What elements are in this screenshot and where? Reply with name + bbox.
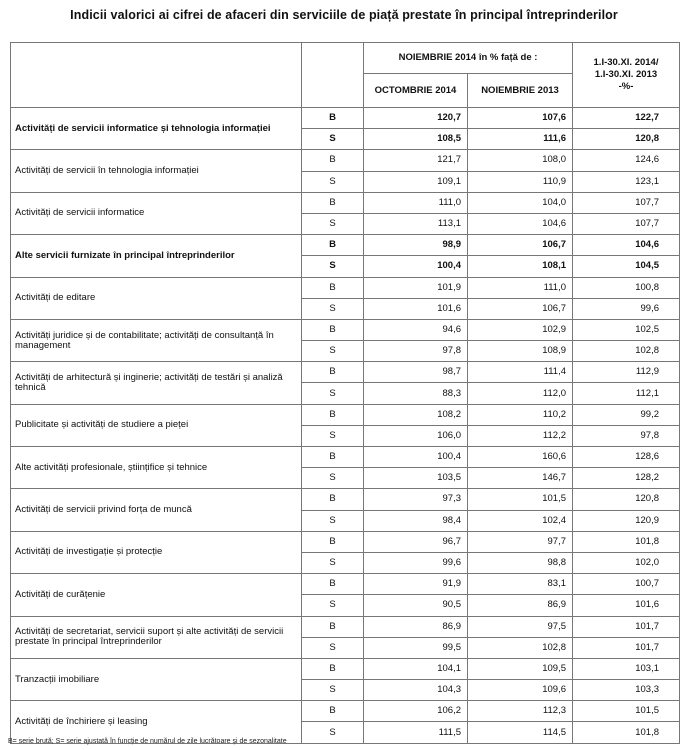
series-label: B [302,574,364,595]
value-cell: 86,9 [364,616,468,637]
value-cell: 106,0 [364,425,468,446]
value-cell: 83,1 [468,574,573,595]
header-cumulative-line2: 1.I-30.XI. 2013 [594,69,658,80]
series-label: S [302,383,364,404]
value-cell: 101,9 [364,277,468,298]
table-row [11,447,680,468]
activity-name: Activități de servicii informatice [11,192,302,234]
value-cell: 110,2 [468,404,573,425]
series-label: S [302,468,364,489]
value-cell: 91,9 [364,574,468,595]
value-cell: 107,7 [573,213,680,234]
table-row [11,277,680,298]
header-cumulative [573,43,680,108]
series-label: B [302,319,364,340]
series-label: S [302,510,364,531]
value-cell: 122,7 [573,108,680,129]
series-label: S [302,425,364,446]
value-cell: 121,7 [364,150,468,171]
value-cell: 107,6 [468,108,573,129]
table-row [11,319,680,340]
value-cell: 97,7 [468,531,573,552]
table-row [11,150,680,171]
series-label: B [302,404,364,425]
value-cell: 101,5 [573,701,680,722]
value-cell: 120,7 [364,108,468,129]
value-cell: 100,8 [573,277,680,298]
value-cell: 102,5 [573,319,680,340]
activity-name: Alte servicii furnizate în principal întreprinderilor [11,235,302,277]
value-cell: 104,0 [468,192,573,213]
value-cell: 90,5 [364,595,468,616]
activity-name: Activități de servicii în tehnologia informației [11,150,302,192]
value-cell: 106,7 [468,298,573,319]
value-cell: 96,7 [364,531,468,552]
activity-name: Publicitate și activități de studiere a pieței [11,404,302,446]
series-label: B [302,489,364,510]
value-cell: 98,9 [364,235,468,256]
value-cell: 99,5 [364,637,468,658]
series-label: B [302,701,364,722]
table-row [11,616,680,637]
value-cell: 106,7 [468,235,573,256]
series-label: B [302,658,364,679]
series-label: S [302,256,364,277]
value-cell: 160,6 [468,447,573,468]
series-label: S [302,722,364,743]
value-cell: 108,0 [468,150,573,171]
activity-name: Activități de servicii informatice și tehnologia informației [11,108,302,150]
table-row [11,701,680,722]
value-cell: 120,8 [573,129,680,150]
value-cell: 98,7 [364,362,468,383]
value-cell: 101,8 [573,722,680,743]
footnote: B= serie brută; S= serie ajustată în funcție de numărul de zile lucrătoare și de sezonalitate [8,738,287,745]
value-cell: 99,2 [573,404,680,425]
value-cell: 103,1 [573,658,680,679]
activity-name: Activități de editare [11,277,302,319]
value-cell: 88,3 [364,383,468,404]
table-row [11,489,680,510]
value-cell: 109,5 [468,658,573,679]
value-cell: 102,9 [468,319,573,340]
header-row-1 [11,43,680,74]
value-cell: 112,3 [468,701,573,722]
header-empty-name [11,43,302,108]
value-cell: 102,0 [573,552,680,573]
series-label: B [302,616,364,637]
table-row [11,362,680,383]
value-cell: 112,1 [573,383,680,404]
value-cell: 104,5 [573,256,680,277]
series-label: B [302,277,364,298]
value-cell: 98,4 [364,510,468,531]
header-cumulative-line1: 1.I-30.XI. 2014/ [593,57,659,68]
activity-name: Activități de servicii privind forța de muncă [11,489,302,531]
value-cell: 104,6 [573,235,680,256]
value-cell: 102,8 [573,341,680,362]
series-label: B [302,235,364,256]
value-cell: 101,7 [573,616,680,637]
value-cell: 120,8 [573,489,680,510]
value-cell: 106,2 [364,701,468,722]
indices-table [10,42,680,744]
value-cell: 94,6 [364,319,468,340]
value-cell: 101,6 [364,298,468,319]
value-cell: 112,9 [573,362,680,383]
series-label: S [302,637,364,658]
value-cell: 99,6 [573,298,680,319]
header-group-label: NOIEMBRIE 2014 în % față de : [364,43,573,74]
value-cell: 108,2 [364,404,468,425]
value-cell: 97,8 [573,425,680,446]
value-cell: 109,6 [468,680,573,701]
value-cell: 103,5 [364,468,468,489]
value-cell: 146,7 [468,468,573,489]
table-row [11,658,680,679]
table-row [11,235,680,256]
value-cell: 111,0 [468,277,573,298]
value-cell: 111,5 [364,722,468,743]
activity-name: Activități de secretariat, servicii suport și alte activități de servicii prestate în principal întreprinderilor [11,616,302,658]
value-cell: 128,2 [573,468,680,489]
activity-name: Activități de arhitectură și inginerie; activități de testări și analiză tehnică [11,362,302,404]
value-cell: 107,7 [573,192,680,213]
activity-name: Activități de curățenie [11,574,302,616]
value-cell: 101,8 [573,531,680,552]
series-label: S [302,552,364,573]
header-col-november: NOIEMBRIE 2013 [468,74,573,108]
value-cell: 111,6 [468,129,573,150]
table-row [11,404,680,425]
value-cell: 120,9 [573,510,680,531]
value-cell: 104,6 [468,213,573,234]
value-cell: 102,8 [468,637,573,658]
series-label: B [302,108,364,129]
activity-name: Alte activități profesionale, științifice și tehnice [11,447,302,489]
series-label: S [302,298,364,319]
value-cell: 86,9 [468,595,573,616]
activity-name: Activități juridice și de contabilitate; activități de consultanță în management [11,319,302,361]
value-cell: 100,7 [573,574,680,595]
series-label: S [302,213,364,234]
series-label: S [302,680,364,701]
activity-name: Activități de închiriere și leasing [11,701,302,743]
value-cell: 114,5 [468,722,573,743]
value-cell: 112,0 [468,383,573,404]
activity-name: Tranzacții imobiliare [11,658,302,700]
series-label: B [302,192,364,213]
value-cell: 104,1 [364,658,468,679]
value-cell: 97,8 [364,341,468,362]
table-row [11,192,680,213]
table-row [11,108,680,129]
value-cell: 128,6 [573,447,680,468]
value-cell: 104,3 [364,680,468,701]
value-cell: 113,1 [364,213,468,234]
value-cell: 124,6 [573,150,680,171]
series-label: S [302,129,364,150]
activity-name: Activități de investigație și protecție [11,531,302,573]
value-cell: 109,1 [364,171,468,192]
value-cell: 99,6 [364,552,468,573]
value-cell: 111,0 [364,192,468,213]
table-row [11,574,680,595]
series-label: B [302,150,364,171]
value-cell: 98,8 [468,552,573,573]
header-empty-series [302,43,364,108]
value-cell: 97,5 [468,616,573,637]
series-label: B [302,447,364,468]
table-row [11,531,680,552]
series-label: S [302,595,364,616]
value-cell: 101,6 [573,595,680,616]
series-label: B [302,531,364,552]
value-cell: 108,9 [468,341,573,362]
series-label: B [302,362,364,383]
value-cell: 123,1 [573,171,680,192]
value-cell: 110,9 [468,171,573,192]
header-cumulative-line3: -%- [618,81,634,92]
value-cell: 108,1 [468,256,573,277]
value-cell: 101,7 [573,637,680,658]
value-cell: 108,5 [364,129,468,150]
value-cell: 111,4 [468,362,573,383]
table-title: Indicii valorici ai cifrei de afaceri din serviciile de piață prestate în principal întreprinderilor [70,8,618,22]
value-cell: 100,4 [364,256,468,277]
value-cell: 101,5 [468,489,573,510]
series-label: S [302,171,364,192]
series-label: S [302,341,364,362]
header-col-october: OCTOMBRIE 2014 [364,74,468,108]
value-cell: 97,3 [364,489,468,510]
value-cell: 102,4 [468,510,573,531]
value-cell: 103,3 [573,680,680,701]
value-cell: 112,2 [468,425,573,446]
value-cell: 100,4 [364,447,468,468]
